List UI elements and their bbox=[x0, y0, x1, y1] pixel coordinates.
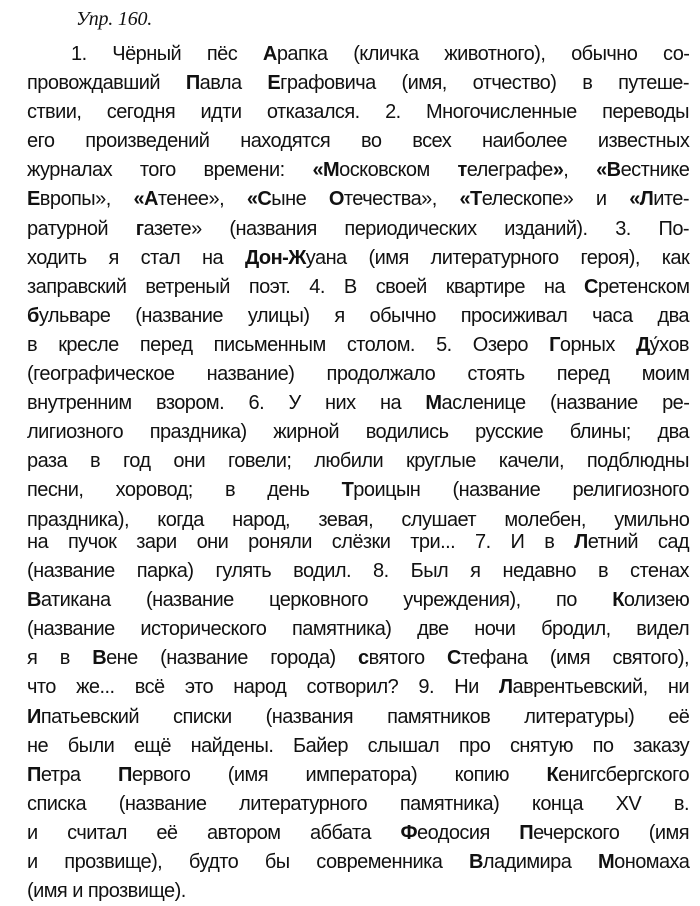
text-line: Петра Первого (имя императора) копию Кенигсбергского bbox=[27, 763, 690, 786]
text-line: (название исторического памятника) две ночи бродил, видел bbox=[27, 618, 690, 641]
bold-capital: с bbox=[358, 647, 369, 670]
text-line: и считал её автором аббата Феодосия Печерского (имя bbox=[27, 821, 689, 844]
bold-capital: Ф bbox=[400, 821, 417, 844]
text-line: заправский ветреный поэт. 4. В своей квартире на Сретенском bbox=[27, 275, 690, 298]
bold-capital: А bbox=[262, 43, 277, 65]
bold-capital: Е bbox=[267, 72, 281, 95]
bold-capital: П bbox=[519, 821, 534, 844]
text-line: не были ещё найдены. Байер слышал про снятую по заказу bbox=[27, 734, 690, 757]
bold-capital: В bbox=[469, 851, 483, 874]
bold-capital: » bbox=[552, 159, 564, 182]
bold-capital: Т bbox=[341, 479, 354, 502]
bold-capital: И bbox=[27, 705, 41, 728]
bold-capital: Л bbox=[574, 531, 588, 553]
bold-capital: «Л bbox=[629, 188, 654, 211]
text-line: ствии, сегодня идти отказался. 2. Многочисленные переводы bbox=[27, 101, 689, 124]
paragraph-2 bbox=[27, 528, 689, 906]
text-line: ходить я стал на Дон-Жуана (имя литературного героя), как bbox=[27, 246, 690, 269]
exercise-title: Упр. 160. bbox=[76, 8, 153, 30]
text-line: (имя и прозвище). bbox=[27, 880, 186, 903]
bold-capital: С bbox=[583, 275, 598, 298]
bold-capital: В bbox=[92, 647, 107, 670]
text-line: провождавший Павла Еграфовича (имя, отчество) в путеше- bbox=[27, 72, 689, 95]
text-line: Ипатьевский списки (названия памятников литературы) её bbox=[27, 705, 690, 728]
text-line: (название парка) гулять водил. 8. Был я недавно в стенах bbox=[27, 560, 689, 583]
text-line: внутренним взором. 6. У них на Масленице (название ре- bbox=[27, 392, 690, 415]
bold-capital: К bbox=[612, 589, 624, 612]
text-line: журналах того времени: «Московском телеграфе», «Вестнике bbox=[27, 159, 690, 182]
bold-capital: К bbox=[546, 763, 559, 786]
bold-capital: «Т bbox=[459, 188, 482, 211]
bold-capital: С bbox=[447, 647, 461, 670]
text-line: списка (название литературного памятника) конца XV в. bbox=[27, 792, 689, 815]
text-line: Европы», «Атенее», «Сыне Отечества», «Телескопе» и «Лите- bbox=[27, 188, 689, 211]
bold-capital: т bbox=[457, 159, 467, 182]
bold-capital: Е bbox=[27, 188, 40, 211]
bold-capital: «А bbox=[133, 188, 158, 211]
bold-capital: Д bbox=[635, 333, 650, 356]
bold-capital: М bbox=[425, 392, 442, 415]
bold-capital: М bbox=[598, 851, 615, 874]
bold-capital: г bbox=[135, 217, 144, 240]
text-line: я в Вене (название города) святого Стефана (имя святого), bbox=[27, 647, 689, 670]
bold-capital: «С bbox=[246, 188, 272, 211]
bold-capital: Г bbox=[549, 333, 560, 356]
text-line: лигиозного праздника) жирной водились русские блины; два bbox=[27, 421, 689, 444]
text-line: бульваре (название улицы) я обычно просиживал часа два bbox=[27, 304, 689, 327]
bold-capital: О bbox=[328, 188, 344, 211]
text-line: в кресле перед письменным столом. 5. Озеро Горных Ду́хов bbox=[27, 333, 689, 356]
text-line: песни, хоровод; в день Троицын (название религиозного bbox=[27, 479, 689, 502]
text-line: его произведений находятся во всех наиболее известных bbox=[27, 130, 690, 153]
bold-capital: П bbox=[118, 763, 132, 786]
text-line: ратурной газете» (названия периодических изданий). 3. По- bbox=[27, 217, 689, 240]
bold-capital: «В bbox=[596, 159, 621, 182]
paragraph-1 bbox=[27, 40, 689, 535]
bold-capital: Л bbox=[499, 676, 513, 699]
bold-capital: В bbox=[27, 589, 41, 612]
bold-capital: б bbox=[27, 304, 39, 327]
text-line: праздника), когда народ, зевая, слушает молебен, умильно bbox=[27, 508, 690, 531]
bold-capital: П bbox=[185, 72, 200, 95]
text-line: Ватикана (название церковного учреждения), по Колизею bbox=[27, 589, 690, 612]
text-line: и прозвище), будто бы современника Владимира Мономаха bbox=[27, 851, 690, 874]
bold-capital: П bbox=[27, 763, 41, 786]
text-line: раза в год они говели; любили круглые качели, подблюдны bbox=[27, 450, 689, 473]
bold-capital: Дон-Ж bbox=[244, 246, 306, 269]
text-line: (географическое название) продолжало стоять перед моим bbox=[27, 363, 690, 386]
text-line: 1. Чёрный пёс Арапка (кличка животного), обычно со- bbox=[71, 43, 690, 65]
bold-capital: «М bbox=[312, 159, 340, 182]
text-line: что же... всё это народ сотворил? 9. Ни Лаврентьевский, ни bbox=[27, 676, 689, 699]
text-line: на пучок зари они роняли слёзки три... 7. И в Летний сад bbox=[27, 531, 690, 553]
